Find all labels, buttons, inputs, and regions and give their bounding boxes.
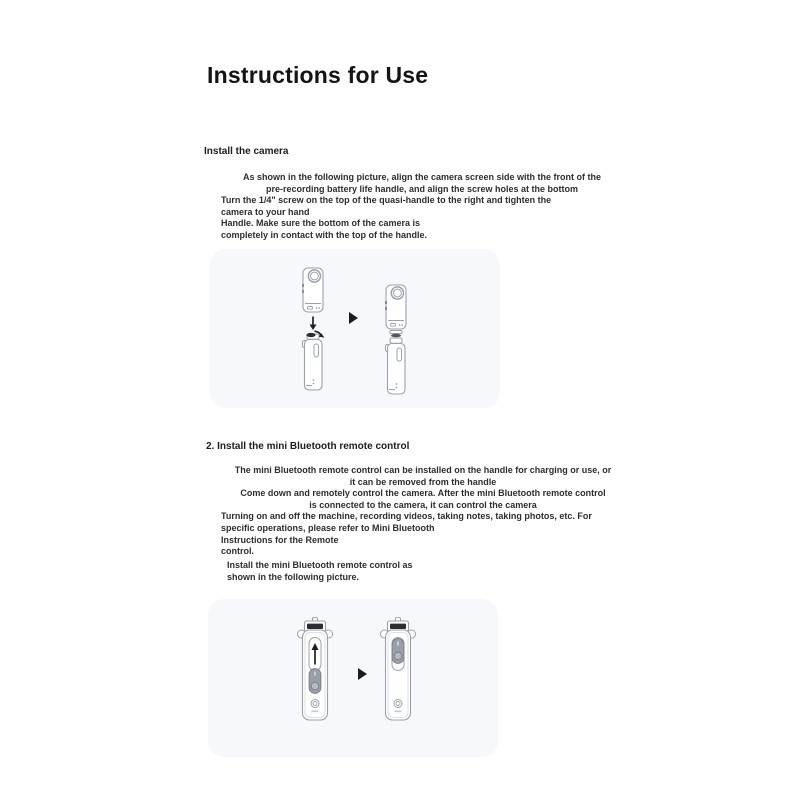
install-camera-illustration <box>210 249 500 408</box>
camera-installed-on-handle-drawing <box>381 284 411 398</box>
remote-control-icon <box>392 639 404 664</box>
camera-above-handle-drawing <box>298 267 328 393</box>
remote-handle-icon <box>381 618 416 720</box>
paragraph-line: The mini Bluetooth remote control can be installed on the handle for charging or use, or <box>234 465 612 475</box>
section1-heading: Install the camera <box>204 146 289 157</box>
paragraph-line: completely in contact with the top of the handle. <box>221 229 428 240</box>
section2-paragraph-2 <box>227 560 527 583</box>
paragraph-line: As shown in the following picture, align the camera screen side with the front of the <box>242 172 602 182</box>
paragraph-line: Turning on and off the machine, recording videos, taking notes, taking photos, etc. For <box>221 511 592 522</box>
paragraph-line: it can be removed from the handle <box>349 476 497 487</box>
camera-icon <box>303 268 323 312</box>
remote-installed-drawing <box>378 617 418 723</box>
tripod-handle-icon <box>303 334 323 390</box>
section2-heading: 2. Install the mini Bluetooth remote control <box>206 441 410 452</box>
screw-joint-icon <box>390 331 402 338</box>
section2-paragraph <box>221 465 625 558</box>
paragraph-line: control. <box>221 546 254 557</box>
paragraph-line: pre-recording battery life handle, and align the screw holes at the bottom <box>265 183 579 194</box>
paragraph-line: Come down and remotely control the camera. After the mini Bluetooth remote control <box>240 488 606 499</box>
arrow-right-icon <box>349 312 358 324</box>
paragraph-line: Install the mini Bluetooth remote control as <box>227 560 413 570</box>
tripod-handle-icon <box>386 338 406 394</box>
install-remote-illustration <box>208 599 498 757</box>
paragraph-line: camera to your hand <box>221 206 310 217</box>
paragraph-line: Turn the 1/4" screw on the top of the quasi-handle to the right and tighten the <box>221 195 552 206</box>
paragraph-line: is connected to the camera, it can control the camera <box>309 499 537 510</box>
remote-below-slot-drawing <box>295 617 335 723</box>
arrow-down-icon <box>310 317 317 331</box>
page-title: Instructions for Use <box>207 62 429 88</box>
paragraph-line: specific operations, please refer to Mini Bluetooth <box>221 522 435 533</box>
paragraph-line: shown in the following picture. <box>227 571 359 582</box>
paragraph-line: Handle. Make sure the bottom of the camera is <box>221 218 421 229</box>
section1-paragraph <box>221 172 623 242</box>
camera-icon <box>386 285 406 329</box>
remote-control-icon <box>309 669 321 694</box>
paragraph-line: Instructions for the Remote <box>221 534 339 545</box>
arrow-right-icon <box>358 668 367 680</box>
